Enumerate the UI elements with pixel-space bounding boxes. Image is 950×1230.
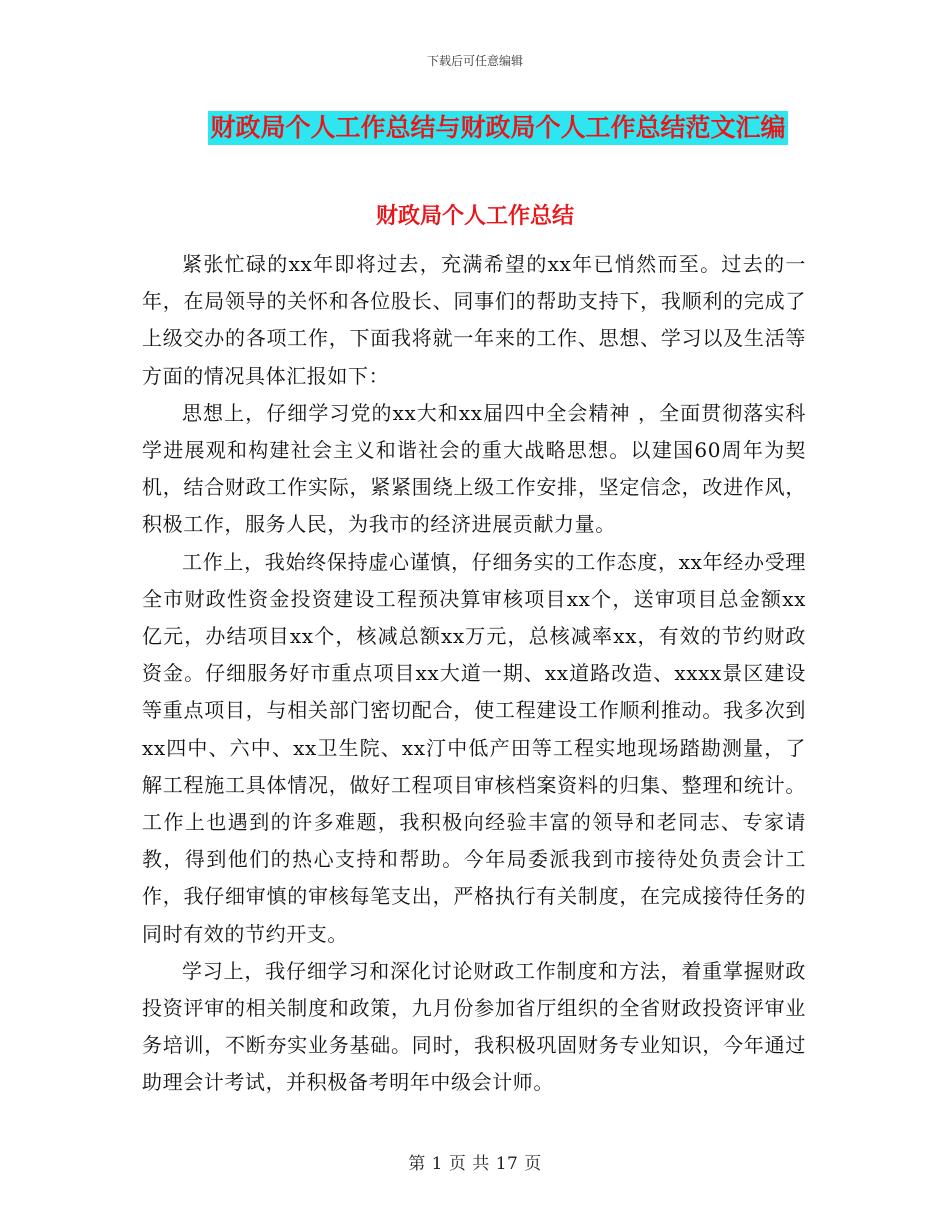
- main-title-container: [0, 111, 950, 145]
- section-title: 财政局个人工作总结: [375, 204, 574, 229]
- page-header-note: 下载后可任意编辑: [426, 54, 523, 68]
- main-title: 财政局个人工作总结与财政局个人工作总结范文汇编: [208, 111, 787, 145]
- paragraph-intro: 紧张忙碌的xx年即将过去，充满希望的xx年已悄然而至。过去的一年，在局领导的关怀和各位股长、同事们的帮助支持下，我顺利的完成了上级交办的各项工作，下面我将就一年来的工作、思想、学习以及生活等方面的情况具体汇报如下：: [142, 252, 806, 388]
- paragraph-work: 工作上，我始终保持虚心谨慎，仔细务实的工作态度，xx年经办受理全市财政性资金投资建设工程预决算审核项目xx个，送审项目总金额xx亿元，办结项目xx个，核减总额xx万元，总核减率xx，有效的节约财政资金。仔细服务好市重点项目xx大道一期、xx道路改造、xxxx景区建设等重点项目，与相关部门密切配合，使工程建设工作顺利推动。我多次到xx四中、六中、xx卫生院、xx汀中低产田等工程实地现场踏勘测量，了解工程施工具体情况，做好工程项目审核档案资料的归集、整理和统计。 工作上也遇到的许多难题，我积极向经验丰富的领导和老同志、专家请教，得到他们的热心支持和帮助。今年局委派我到市接待处负责会计工作，我仔细审慎的审核每笔支出，严格执行有关制度，在完成接待任务的同时有效的节约开支。: [142, 549, 806, 946]
- paragraph-thought: 思想上，仔细学习党的xx大和xx届四中全会精神 ，全面贯彻落实科学进展观和构建社会主义和谐社会的重大战略思想。以建国60周年为契机，结合财政工作实际，紧紧围绕上级工作安排，坚定信念，改进作风，积极工作，服务人民，为我市的经济进展贡献力量。: [142, 400, 806, 537]
- document-body: [142, 246, 806, 1102]
- paragraph-study: 学习上，我仔细学习和深化讨论财政工作制度和方法，着重掌握财政投资评审的相关制度和政策，九月份参加省厅组织的全省财政投资评审业务培训，不断夯实业务基础。同时，我积极巩固财务专业知识，今年通过助理会计考试，并积极备考明年中级会计师。: [142, 958, 806, 1095]
- page-number-footer: 第 1 页 共 17 页: [408, 1154, 542, 1174]
